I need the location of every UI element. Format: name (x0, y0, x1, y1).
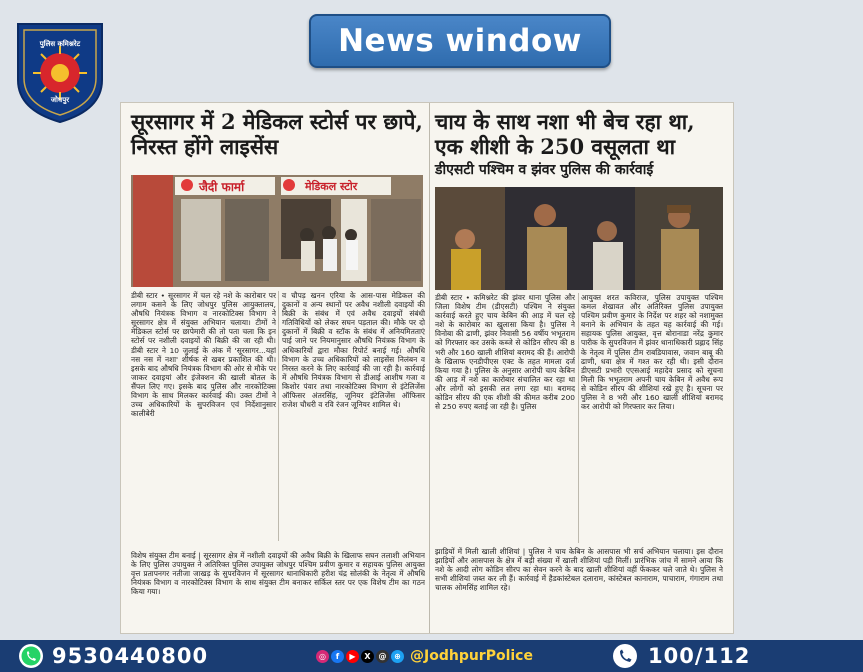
right-headline: चाय के साथ नशा भी बेच रहा था, एक शीशी के 250 वसूलता था (435, 109, 695, 159)
x-icon: X (361, 650, 374, 663)
shop-sign-1: जैदी फार्मा (199, 180, 245, 194)
arrest-photo (435, 187, 723, 290)
whatsapp-icon (18, 643, 44, 669)
right-article (431, 103, 733, 633)
whatsapp-contact[interactable] (18, 643, 208, 669)
left-para-a: डीबी स्टार • सूरसागर में चल रहे नशे के कारोबार पर लगाम कसने के लिए जोधपुर पुलिस आयुक्तालय, औषधि नियंत्रक विभाग व नारकोटिक्स विभाग ने सूरसागर क्षेत्र में संयुक्त अभियान चलाया। टीमों ने मेडिकल स्टोर्स पर छापेमारी की तो पता चला कि इन स्टोर्स पर नशीली दवाइयों की बिक्री की जा रही थी। डीबी स्टार ने 10 जुलाई के अंक में 'सूरसागर...यहां नस नस में नशा' शीर्षक से खबर प्रकाशित की थी। इसके बाद औषधि नियंत्रक विभाग की ओर से मौके पर जाकर दवाइयां और इंजेक्शन की खाली बोतल के सैंपल लिए गए। इसके बाद पुलिस और नारकोटिक्स विभाग के साथ मिलकर कार्रवाई की। उक्त टीमों ने उच्च अधिकारियों के सुपरविजन एवं निर्देशानुसार कालीबेरी (131, 291, 276, 419)
police-logo (12, 18, 108, 126)
logo-text-bottom: जोधपुर (50, 96, 70, 104)
news-window-badge: News window (309, 14, 611, 68)
emergency-contact[interactable] (612, 643, 750, 669)
facebook-icon: f (331, 650, 344, 663)
instagram-icon: ◎ (316, 650, 329, 663)
storefront-image (131, 175, 423, 287)
medical-store-photo (131, 175, 423, 287)
left-article (121, 103, 430, 633)
threads-icon: @ (376, 650, 389, 663)
logo-text-top: पुलिस कमिश्नरेट (39, 40, 81, 48)
handle-text: @JodhpurPolice (410, 648, 533, 664)
newspaper-clipping (120, 102, 734, 634)
right-para-c: झाड़ियों में मिली खाली शीशियां | पुलिस ने चाय केबिन के आसपास भी सर्च अभियान चलाया। इस दौरान झाड़ियों और आसपास के क्षेत्र में बड़ी संख्या में खाली शीशियां पड़ी मिलीं। प्रारंभिक जांच में सामने आया कि नशे के आदी लोग कोडिन सीरप का सेवन करने के बाद खाली शीशियां वहीं फेंककर चले जाते थे। पुलिस ने सभी शीशियां जब्त कर ली हैं। कार्रवाई में हैडकांस्टेबल दलाराम, कांस्टेबल कानाराम, पाचाराम, गंगाराम तथा चालक ओमसिंह शामिल रहे। (435, 547, 723, 593)
right-subheadline: डीएसटी पश्चिम व झंवर पुलिस की कार्रवाई (435, 162, 654, 178)
column-rule-right (578, 293, 579, 543)
youtube-icon: ▶ (346, 650, 359, 663)
left-para-b: व चौपड़ खनन एरिया के आस-पास मेडिकल की दुकानों व अन्य स्थानों पर अवैध नशीली दवाइयों की बिक्री के संबंध में एवं अवैध दवाइयों संबंधी गतिविधियों को लेकर सघन पड़ताल की। मौके पर दो दुकानों में बिक्री व स्टॉक के संबंध में अनियमितताएं पाई जाने पर नियमानुसार औषधि नियंत्रक विभाग के अधिकारियों द्वारा मौका रिपोर्ट बनाई गई। औषधि विभाग के उच्च अधिकारियों को लाइसेंस निलंबन व निरस्त करने के लिए कार्रवाई की जा रही है। कार्रवाई में औषधि नियंत्रक विभाग से डीआई आशीष गजा व किशोर पंवार तथा नारकोटिक्स विभाग से इंटेलिजेंस ऑफिसर अंतरसिंह, जूनियर इंटेलिजेंस ऑफिसर राजेश चौधरी व रवि रंजन जूनियर शामिल थे। (282, 291, 425, 410)
whatsapp-number: 9530440800 (52, 644, 209, 668)
phone-icon (612, 643, 638, 669)
globe-icon: ⊕ (391, 650, 404, 663)
left-headline: सूरसागर में 2 मेडिकल स्टोर्स पर छापे, निरस्त होंगे लाइसेंस (131, 109, 423, 159)
social-handle[interactable] (316, 644, 533, 668)
police-emblem-icon (12, 18, 108, 126)
police-arrest-image (435, 187, 723, 290)
right-para-b: आयुक्त शरत कविराज, पुलिस उपायुक्त पश्चिम कमल शेखावत और अतिरिक्त पुलिस उपायुक्त पश्चिम प्रवीण कुमार के निर्देश पर शहर को नशामुक्त बनाने के अभियान के तहत यह कार्रवाई की गई। सहायक पुलिस आयुक्त, वृत्त बोरानाडा नरेंद्र कुमार पारीक के सुपरविजन में झंवर थानाधिकारी प्रह्लाद सिंह के नेतृत्व में पुलिस टीम राबडियावास, जवान बाबू की ढाणी, धवा क्षेत्र में गश्त कर रही थी। इसी दौरान डीएसटी प्रभारी एएसआई महादेव प्रसाद को सूचना मिली कि भभूतराम अपनी चाय केबिन में अवैध रूप से कोडिन सीरप की शीशियां रखे हुए है। सूचना पर पुलिस ने 8 भरी और 160 खाली शीशियां बरामद कर आरोपी को गिरफ्तार कर लिया। (581, 293, 723, 412)
column-rule (278, 291, 279, 541)
shop-sign-2: मेडिकल स्टोर (305, 180, 358, 193)
right-para-a: डीबी स्टार • कमिश्नरेट की झंवर थाना पुलिस और जिला विशेष टीम (डीएसटी) पश्चिम ने संयुक्त कार्रवाई करते हुए चाय केबिन की आड़ में चल रहे नशे के कारोबार का खुलासा किया है। पुलिस ने विनोबा की ढाणी, झंवर निवासी 56 वर्षीय भभूतराम को गिरफ्तार कर उसके कब्जे से कोडिन सीरप की 8 भरी और 160 खाली शीशियां बरामद की हैं। आरोपी के खिलाफ एनडीपीएस एक्ट के तहत मामला दर्ज किया गया है। पुलिस के अनुसार आरोपी चाय केबिन की आड़ में नशे का कारोबार संचालित कर रहा था और लोगों को इसकी लत लगा रहा था। बरामद कोडिन सीरप की एक शीशी की कीमत करीब 200 से 250 रुपए बताई जा रही है। पुलिस (435, 293, 575, 412)
emergency-number: 100/112 (648, 644, 751, 668)
contact-bar (0, 640, 863, 672)
left-para-c: विशेष संयुक्त टीम बनाई | सूरसागर क्षेत्र में नशीली दवाइयों की अवैध बिक्री के खिलाफ सघन तलाशी अभियान के लिए पुलिस उपायुक्त ने अतिरिक्त पुलिस उपायुक्त जोधपुर पश्चिम प्रवीण कुमार व सहायक पुलिस आयुक्त वृत्त प्रतापनगर नतीजा जाखड़ के सुपरविजन में सूरसागर थानाधिकारी हरीश चंद्र सोलंकी के नेतृत्व में औषधि नियंत्रक विभाग व नारकोटिक्स विभाग के साथ संयुक्त टीम बनाकर सर्किल स्तर पर एक विशेष टीम का गठन किया गया। (131, 551, 425, 597)
